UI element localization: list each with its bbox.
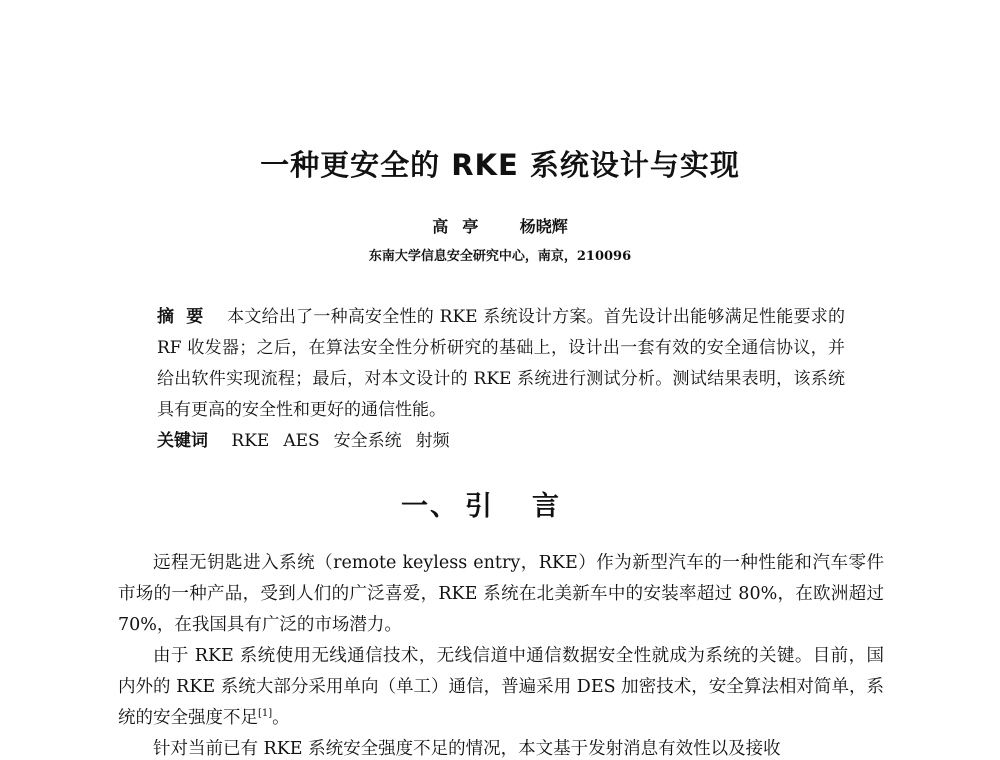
paragraph — [118, 734, 884, 760]
author-name: 杨晓辉 — [519, 217, 568, 236]
paragraph-text: 由于 RKE 系统使用无线通信技术，无线信道中通信数据安全性就成为系统的关键。目前，国内外的 RKE 系统大部分采用单向（单工）通信，普遍采用 DES 加密技术，安全算法相对简单，系统的安全强度不足 — [118, 646, 884, 728]
paragraph-tail: 。 — [272, 708, 290, 728]
section-title: 引言 — [465, 491, 599, 522]
body-text — [118, 548, 884, 760]
abstract-text: 本文给出了一种高安全性的 RKE 系统设计方案。首先设计出能够满足性能要求的 RF 收发器；之后，在算法安全性分析研究的基础上，设计出一套有效的安全通信协议，并给出软件实现流程；最后，对本文设计的 RKE 系统进行测试分析。测试结果表明，该系统具有更高的安全性和更好的通信性能。 — [157, 307, 846, 420]
paragraph-text: 针对当前已有 RKE 系统安全强度不足的情况，本文基于发射消息有效性以及接收 — [153, 739, 781, 759]
keyword: AES — [283, 431, 320, 451]
author-list — [0, 214, 1000, 237]
author-affiliation: 东南大学信息安全研究中心，南京，210096 — [368, 249, 632, 264]
paragraph — [118, 548, 884, 641]
keyword: RKE — [231, 431, 270, 451]
paragraph — [118, 641, 884, 734]
keywords — [157, 426, 845, 457]
keywords-label: 关键词 — [157, 431, 208, 451]
keyword: 安全系统 — [333, 431, 402, 451]
abstract — [157, 302, 845, 426]
author-name: 高亭 — [432, 217, 493, 236]
section-number: 一、 — [401, 491, 459, 522]
paragraph-text: 远程无钥匙进入系统（remote keyless entry，RKE）作为新型汽车的一种性能和汽车零件市场的一种产品，受到人们的广泛喜爱，RKE 系统在北美新车中的安装率超过 80%，在欧洲超过 70%，在我国具有广泛的市场潜力。 — [118, 553, 884, 635]
paper-title: 一种更安全的 RKE 系统设计与实现 — [260, 148, 740, 182]
citation-ref: [1] — [258, 708, 273, 720]
section-heading — [0, 484, 1000, 523]
abstract-label: 摘要 — [157, 307, 216, 327]
keyword: 射频 — [415, 431, 450, 451]
